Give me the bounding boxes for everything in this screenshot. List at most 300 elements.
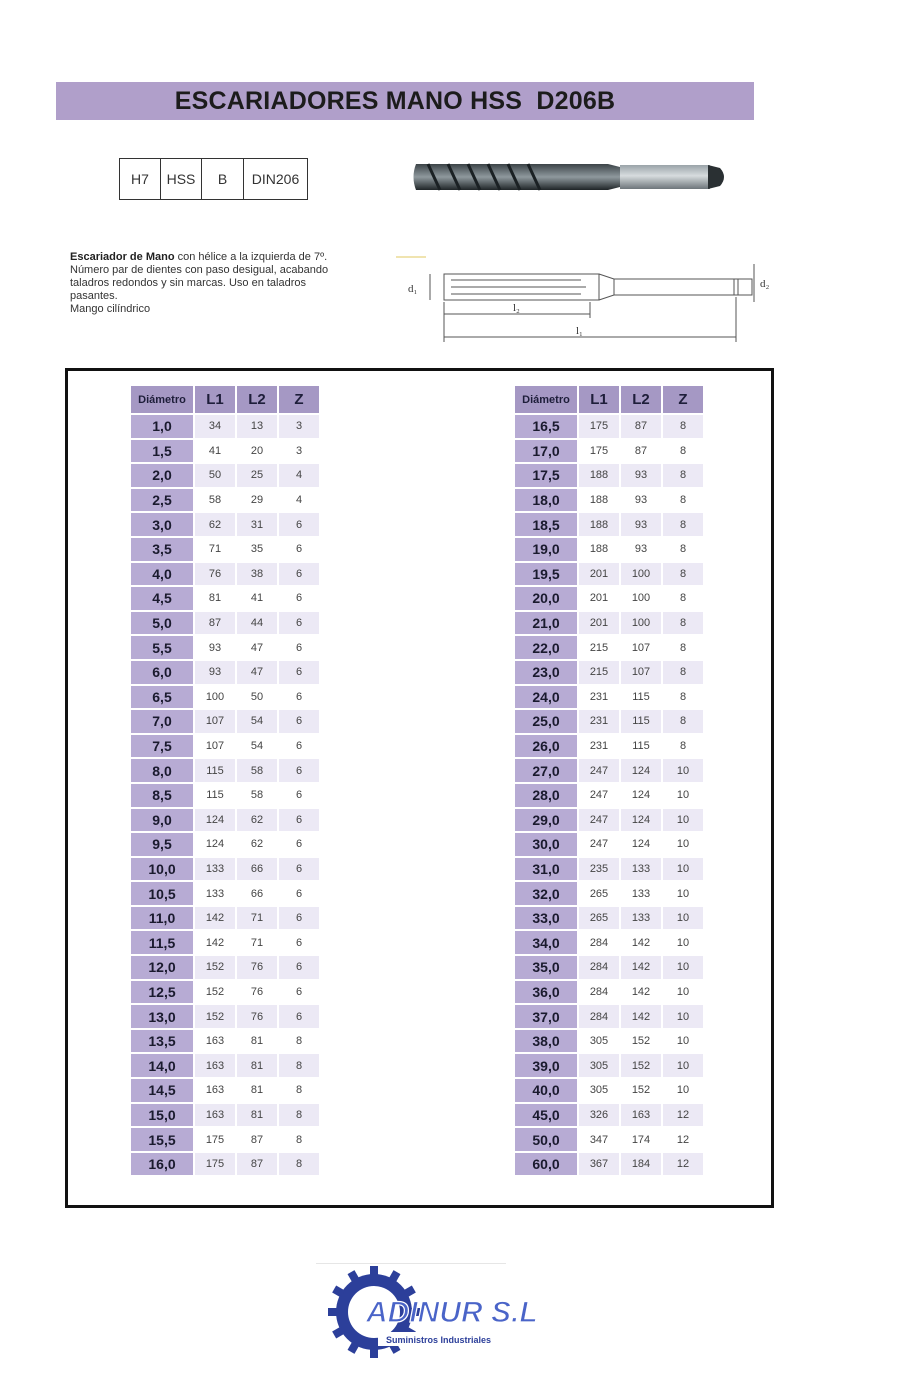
diameter-cell: 50,0 [515,1128,579,1153]
z-cell: 12 [663,1128,705,1153]
l2-cell: 71 [237,931,279,956]
z-cell: 8 [663,513,705,538]
z-cell: 6 [279,759,321,784]
diameter-cell: 3,0 [131,513,195,538]
z-cell: 8 [663,710,705,735]
table-row [515,1054,705,1079]
table-row [515,1079,705,1104]
header-z: Z [279,386,321,415]
l1-cell: 235 [579,858,621,883]
l1-cell: 175 [579,415,621,440]
logo-text: ADINUR S.L [366,1296,538,1329]
l1-cell: 133 [195,858,237,883]
table-row [131,563,321,588]
table-row [131,710,321,735]
diameter-cell: 17,0 [515,440,579,465]
z-cell: 6 [279,636,321,661]
dimensions-table-right [515,386,705,1177]
table-row [131,415,321,440]
diameter-cell: 8,0 [131,759,195,784]
diameter-cell: 35,0 [515,956,579,981]
l1-cell: 107 [195,710,237,735]
z-cell: 3 [279,440,321,465]
diameter-cell: 27,0 [515,759,579,784]
z-cell: 8 [279,1104,321,1129]
l1-cell: 284 [579,931,621,956]
l1-cell: 201 [579,587,621,612]
diameter-cell: 5,5 [131,636,195,661]
diameter-cell: 23,0 [515,661,579,686]
z-cell: 10 [663,882,705,907]
z-cell: 10 [663,1005,705,1030]
z-cell: 10 [663,1054,705,1079]
technical-drawing [396,252,786,352]
code-standard: DIN206 [244,159,308,200]
description-title: Escariador de Mano [70,251,175,263]
table-row [515,464,705,489]
diameter-cell: 6,5 [131,686,195,711]
z-cell: 8 [663,489,705,514]
l1-cell: 326 [579,1104,621,1129]
diameter-cell: 34,0 [515,931,579,956]
diameter-cell: 30,0 [515,833,579,858]
diameter-cell: 18,5 [515,513,579,538]
l2-cell: 100 [621,587,663,612]
table-row [131,882,321,907]
l1-cell: 265 [579,907,621,932]
z-cell: 8 [663,415,705,440]
l1-cell: 58 [195,489,237,514]
diameter-cell: 16,0 [131,1153,195,1178]
l1-cell: 201 [579,563,621,588]
table-row [515,956,705,981]
l1-cell: 163 [195,1104,237,1129]
l2-cell: 29 [237,489,279,514]
l2-cell: 54 [237,710,279,735]
l1-cell: 215 [579,661,621,686]
description-line3: taladros redondos y sin marcas. Uso en taladros [70,277,307,289]
l1-cell: 305 [579,1054,621,1079]
diameter-cell: 16,5 [515,415,579,440]
l1-cell: 305 [579,1079,621,1104]
table-row [515,735,705,760]
header-l2: L2 [621,386,663,415]
l2-cell: 58 [237,784,279,809]
diameter-cell: 7,0 [131,710,195,735]
l1-cell: 305 [579,1030,621,1055]
table-row [131,1153,321,1178]
diameter-cell: 38,0 [515,1030,579,1055]
diameter-cell: 19,0 [515,538,579,563]
l1-cell: 107 [195,735,237,760]
diameter-cell: 3,5 [131,538,195,563]
table-row [515,1104,705,1129]
l2-cell: 31 [237,513,279,538]
table-row [515,981,705,1006]
l2-cell: 115 [621,710,663,735]
l1-cell: 163 [195,1079,237,1104]
table-row [515,538,705,563]
l1-cell: 152 [195,956,237,981]
table-row [515,686,705,711]
table-row [131,686,321,711]
z-cell: 12 [663,1104,705,1129]
table-row [131,636,321,661]
l2-cell: 25 [237,464,279,489]
l2-cell: 62 [237,809,279,834]
l2-cell: 184 [621,1153,663,1178]
z-cell: 6 [279,612,321,637]
table-row [131,931,321,956]
z-cell: 8 [279,1054,321,1079]
l1-cell: 247 [579,759,621,784]
diameter-cell: 60,0 [515,1153,579,1178]
l2-cell: 93 [621,489,663,514]
table-row [515,931,705,956]
l1-cell: 100 [195,686,237,711]
z-cell: 6 [279,981,321,1006]
l1-cell: 188 [579,464,621,489]
l1-cell: 163 [195,1030,237,1055]
l1-cell: 347 [579,1128,621,1153]
z-cell: 10 [663,931,705,956]
z-cell: 8 [663,538,705,563]
l1-cell: 247 [579,809,621,834]
l2-cell: 124 [621,759,663,784]
header-l1: L1 [579,386,621,415]
z-cell: 6 [279,809,321,834]
l2-cell: 38 [237,563,279,588]
l1-cell: 231 [579,686,621,711]
l2-cell: 87 [237,1128,279,1153]
l1-cell: 188 [579,538,621,563]
z-cell: 6 [279,735,321,760]
z-cell: 10 [663,809,705,834]
z-cell: 6 [279,563,321,588]
l1-cell: 175 [195,1128,237,1153]
table-row [131,1030,321,1055]
z-cell: 8 [663,636,705,661]
z-cell: 10 [663,759,705,784]
table-row [131,956,321,981]
z-cell: 8 [663,661,705,686]
z-cell: 8 [279,1153,321,1178]
l2-cell: 133 [621,882,663,907]
l2-cell: 87 [621,440,663,465]
l2-cell: 87 [237,1153,279,1178]
l2-cell: 142 [621,1005,663,1030]
product-description [70,251,370,316]
l2-cell: 133 [621,858,663,883]
table-row [515,563,705,588]
z-cell: 6 [279,882,321,907]
l1-cell: 93 [195,661,237,686]
reamer-photo [408,154,730,198]
logo-tagline: Suministros Industriales [386,1335,492,1345]
l1-cell: 231 [579,735,621,760]
l1-cell: 124 [195,809,237,834]
l2-cell: 152 [621,1030,663,1055]
table-row [131,513,321,538]
l2-cell: 115 [621,735,663,760]
diameter-cell: 6,0 [131,661,195,686]
diameter-cell: 2,5 [131,489,195,514]
label-d1: d₁ [408,283,418,295]
table-row [131,1054,321,1079]
table-row [131,735,321,760]
table-row [131,1128,321,1153]
table-row [515,1128,705,1153]
l2-cell: 66 [237,858,279,883]
diameter-cell: 12,0 [131,956,195,981]
l2-cell: 124 [621,784,663,809]
l1-cell: 163 [195,1054,237,1079]
diameter-cell: 4,0 [131,563,195,588]
l1-cell: 175 [579,440,621,465]
z-cell: 8 [279,1030,321,1055]
l2-cell: 107 [621,661,663,686]
table-row [515,440,705,465]
l1-cell: 175 [195,1153,237,1178]
table-row [131,538,321,563]
z-cell: 4 [279,464,321,489]
table-row [515,612,705,637]
l2-cell: 71 [237,907,279,932]
table-row [131,784,321,809]
l2-cell: 81 [237,1079,279,1104]
l1-cell: 124 [195,833,237,858]
diameter-cell: 40,0 [515,1079,579,1104]
table-row [515,710,705,735]
table-row [515,1005,705,1030]
z-cell: 8 [279,1128,321,1153]
l1-cell: 34 [195,415,237,440]
header-l1: L1 [195,386,237,415]
l2-cell: 142 [621,981,663,1006]
l2-cell: 47 [237,636,279,661]
l2-cell: 142 [621,956,663,981]
table-row [131,1079,321,1104]
z-cell: 6 [279,833,321,858]
table-row [131,1005,321,1030]
diameter-cell: 26,0 [515,735,579,760]
l2-cell: 81 [237,1104,279,1129]
l2-cell: 124 [621,833,663,858]
z-cell: 6 [279,513,321,538]
table-row [515,513,705,538]
l2-cell: 50 [237,686,279,711]
diameter-cell: 13,5 [131,1030,195,1055]
l1-cell: 81 [195,587,237,612]
diameter-cell: 12,5 [131,981,195,1006]
diameter-cell: 18,0 [515,489,579,514]
l2-cell: 124 [621,809,663,834]
diameter-cell: 9,0 [131,809,195,834]
table-row [131,858,321,883]
diameter-cell: 22,0 [515,636,579,661]
z-cell: 8 [663,464,705,489]
l2-cell: 41 [237,587,279,612]
l1-cell: 188 [579,489,621,514]
l2-cell: 44 [237,612,279,637]
l2-cell: 54 [237,735,279,760]
diameter-cell: 2,0 [131,464,195,489]
l1-cell: 284 [579,1005,621,1030]
l2-cell: 152 [621,1054,663,1079]
diameter-cell: 14,0 [131,1054,195,1079]
l1-cell: 231 [579,710,621,735]
diameter-cell: 15,0 [131,1104,195,1129]
company-logo [332,1260,538,1360]
l2-cell: 66 [237,882,279,907]
table-row [131,489,321,514]
l1-cell: 247 [579,784,621,809]
diameter-cell: 8,5 [131,784,195,809]
z-cell: 6 [279,858,321,883]
table-row [515,858,705,883]
diameter-cell: 36,0 [515,981,579,1006]
table-row [131,981,321,1006]
l2-cell: 35 [237,538,279,563]
diameter-cell: 29,0 [515,809,579,834]
z-cell: 4 [279,489,321,514]
header-diameter: Diámetro [131,386,195,415]
table-row [515,882,705,907]
diameter-cell: 1,5 [131,440,195,465]
table-row [515,809,705,834]
diameter-cell: 39,0 [515,1054,579,1079]
diameter-cell: 31,0 [515,858,579,883]
table-row [515,833,705,858]
l2-cell: 58 [237,759,279,784]
header-z: Z [663,386,705,415]
l2-cell: 87 [621,415,663,440]
table-row [131,907,321,932]
l2-cell: 142 [621,931,663,956]
diameter-cell: 9,5 [131,833,195,858]
l2-cell: 115 [621,686,663,711]
page-title: ESCARIADORES MANO HSS D206B [174,86,616,115]
l1-cell: 87 [195,612,237,637]
z-cell: 10 [663,956,705,981]
description-line5: Mango cilíndrico [70,303,151,315]
diameter-cell: 14,5 [131,1079,195,1104]
diameter-cell: 11,5 [131,931,195,956]
description-line2: Número par de dientes con paso desigual, acabando [70,264,329,276]
z-cell: 6 [279,538,321,563]
l2-cell: 20 [237,440,279,465]
table-row [515,636,705,661]
label-l2: l₂ [513,302,520,314]
l2-cell: 76 [237,1005,279,1030]
diameter-cell: 4,5 [131,587,195,612]
z-cell: 8 [663,440,705,465]
code-material: HSS [161,159,202,200]
l1-cell: 133 [195,882,237,907]
code-type: B [202,159,244,200]
diameter-cell: 28,0 [515,784,579,809]
table-row [131,759,321,784]
l2-cell: 62 [237,833,279,858]
z-cell: 6 [279,710,321,735]
l1-cell: 215 [579,636,621,661]
l1-cell: 188 [579,513,621,538]
l2-cell: 174 [621,1128,663,1153]
table-row [515,587,705,612]
table-row [131,661,321,686]
diameter-cell: 13,0 [131,1005,195,1030]
z-cell: 12 [663,1153,705,1178]
z-cell: 8 [663,563,705,588]
l1-cell: 76 [195,563,237,588]
diameter-cell: 7,5 [131,735,195,760]
table-row [515,415,705,440]
l2-cell: 93 [621,464,663,489]
z-cell: 8 [663,587,705,612]
l2-cell: 100 [621,612,663,637]
diameter-cell: 33,0 [515,907,579,932]
z-cell: 8 [663,735,705,760]
l1-cell: 41 [195,440,237,465]
table-row [515,661,705,686]
l2-cell: 163 [621,1104,663,1129]
z-cell: 6 [279,661,321,686]
table-row [131,833,321,858]
l1-cell: 152 [195,1005,237,1030]
l2-cell: 81 [237,1054,279,1079]
spec-codes [119,158,308,200]
label-d2: d₂ [760,278,770,290]
l1-cell: 50 [195,464,237,489]
diameter-cell: 19,5 [515,563,579,588]
diameter-cell: 32,0 [515,882,579,907]
header-l2: L2 [237,386,279,415]
l1-cell: 284 [579,981,621,1006]
code-tolerance: H7 [120,159,161,200]
z-cell: 10 [663,981,705,1006]
diameter-cell: 11,0 [131,907,195,932]
table-row [131,809,321,834]
z-cell: 8 [663,612,705,637]
l2-cell: 81 [237,1030,279,1055]
z-cell: 10 [663,858,705,883]
diameter-cell: 25,0 [515,710,579,735]
l1-cell: 152 [195,981,237,1006]
l2-cell: 100 [621,563,663,588]
diameter-cell: 10,0 [131,858,195,883]
z-cell: 10 [663,1079,705,1104]
l1-cell: 71 [195,538,237,563]
table-row [131,1104,321,1129]
table-row [131,464,321,489]
diameter-cell: 20,0 [515,587,579,612]
l1-cell: 247 [579,833,621,858]
z-cell: 6 [279,587,321,612]
description-line1: con hélice a la izquierda de 7º. [174,251,328,263]
diameter-cell: 5,0 [131,612,195,637]
z-cell: 8 [279,1079,321,1104]
label-l1: l₁ [576,325,583,337]
z-cell: 10 [663,833,705,858]
z-cell: 6 [279,784,321,809]
z-cell: 10 [663,907,705,932]
l2-cell: 76 [237,956,279,981]
l1-cell: 201 [579,612,621,637]
z-cell: 8 [663,686,705,711]
diameter-cell: 1,0 [131,415,195,440]
l1-cell: 115 [195,784,237,809]
table-row [515,759,705,784]
